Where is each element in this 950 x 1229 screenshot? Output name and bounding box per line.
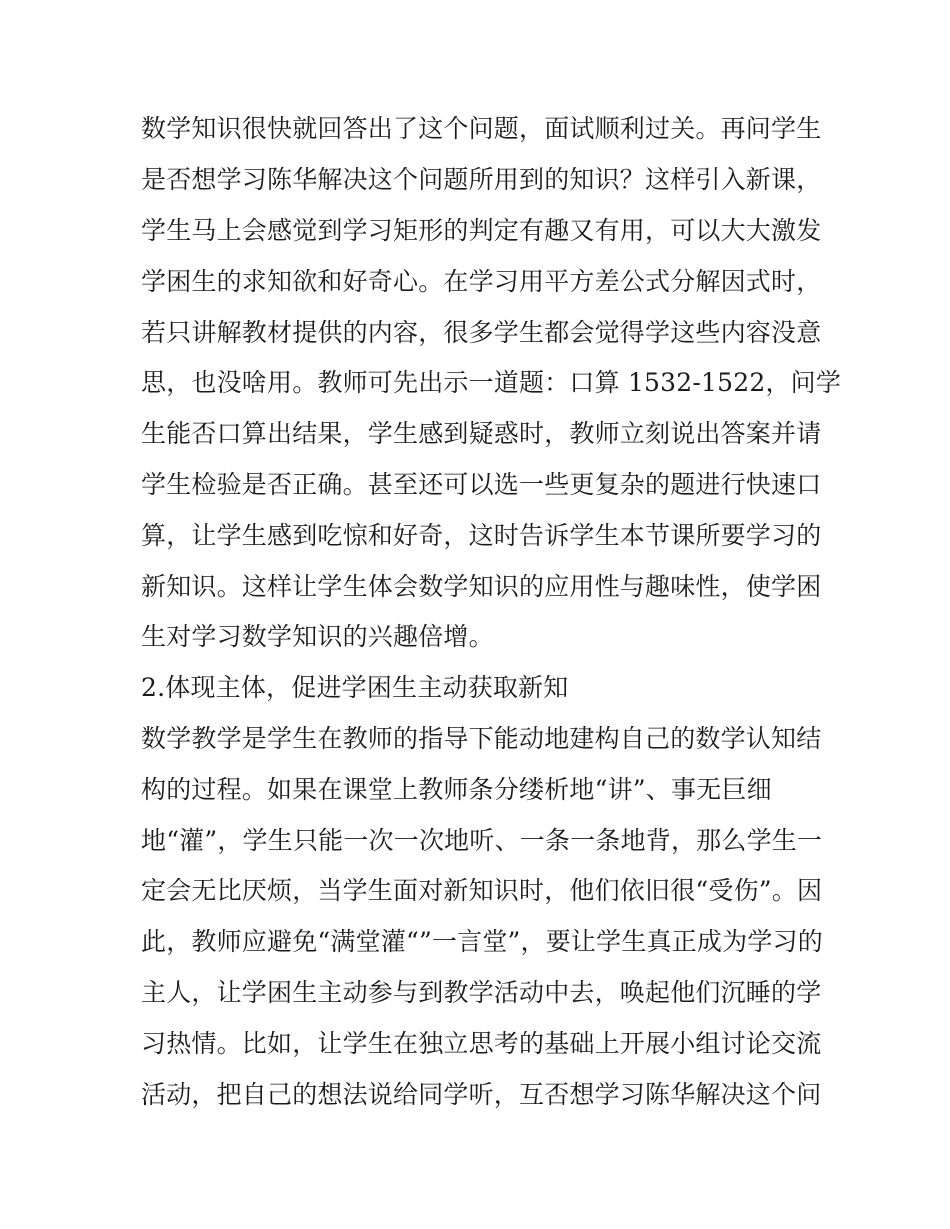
body-text-line: 地“灌”，学生只能一次一次地听、一条一条地背，那么学生一 <box>141 826 823 855</box>
body-text-line: 生对学习数学知识的兴趣倍增。 <box>141 622 494 651</box>
body-text-line: 活动，把自己的想法说给同学听，互否想学习陈华解决这个问 <box>141 1080 822 1109</box>
body-text-line: 学困生的求知欲和好奇心。在学习用平方差公式分解因式时， <box>141 267 822 296</box>
body-text-line: 生能否口算出结果，学生感到疑惑时，教师立刻说出答案并请 <box>141 419 822 448</box>
body-text-line: 是否想学习陈华解决这个问题所用到的知识？这样引入新课， <box>141 165 822 194</box>
body-text-line: 习热情。比如，让学生在独立思考的基础上开展小组讨论交流 <box>141 1029 822 1058</box>
body-text-line: 学生马上会感觉到学习矩形的判定有趣又有用，可以大大激发 <box>141 216 822 245</box>
body-text-line: 若只讲解教材提供的内容，很多学生都会觉得学这些内容没意 <box>141 318 822 347</box>
body-text-line: 算，让学生感到吃惊和好奇，这时告诉学生本节课所要学习的 <box>141 521 822 550</box>
section-heading: 2.体现主体，促进学困生主动获取新知 <box>141 673 569 702</box>
body-text-line: 数学教学是学生在教师的指导下能动地建构自己的数学认知结 <box>141 724 822 753</box>
body-text-line: 定会无比厌烦，当学生面对新知识时，他们依旧很“受伤”。因 <box>141 876 823 905</box>
body-text-line: 此，教师应避免“满堂灌“”一言堂”，要让学生真正成为学习的 <box>141 927 823 956</box>
body-text-line: 思，也没啥用。教师可先出示一道题：口算 1532-1522，问学 <box>141 368 842 397</box>
body-text-line: 新知识。这样让学生体会数学知识的应用性与趣味性，使学困 <box>141 572 822 601</box>
body-text-line: 构的过程。如果在课堂上教师条分缕析地“讲”、事无巨细 <box>141 775 772 804</box>
body-text-line: 主人，让学困生主动参与到教学活动中去，唤起他们沉睡的学 <box>141 978 822 1007</box>
body-text-line: 数学知识很快就回答出了这个问题，面试顺利过关。再问学生 <box>141 114 822 143</box>
body-text-line: 学生检验是否正确。甚至还可以选一些更复杂的题进行快速口 <box>141 470 822 499</box>
